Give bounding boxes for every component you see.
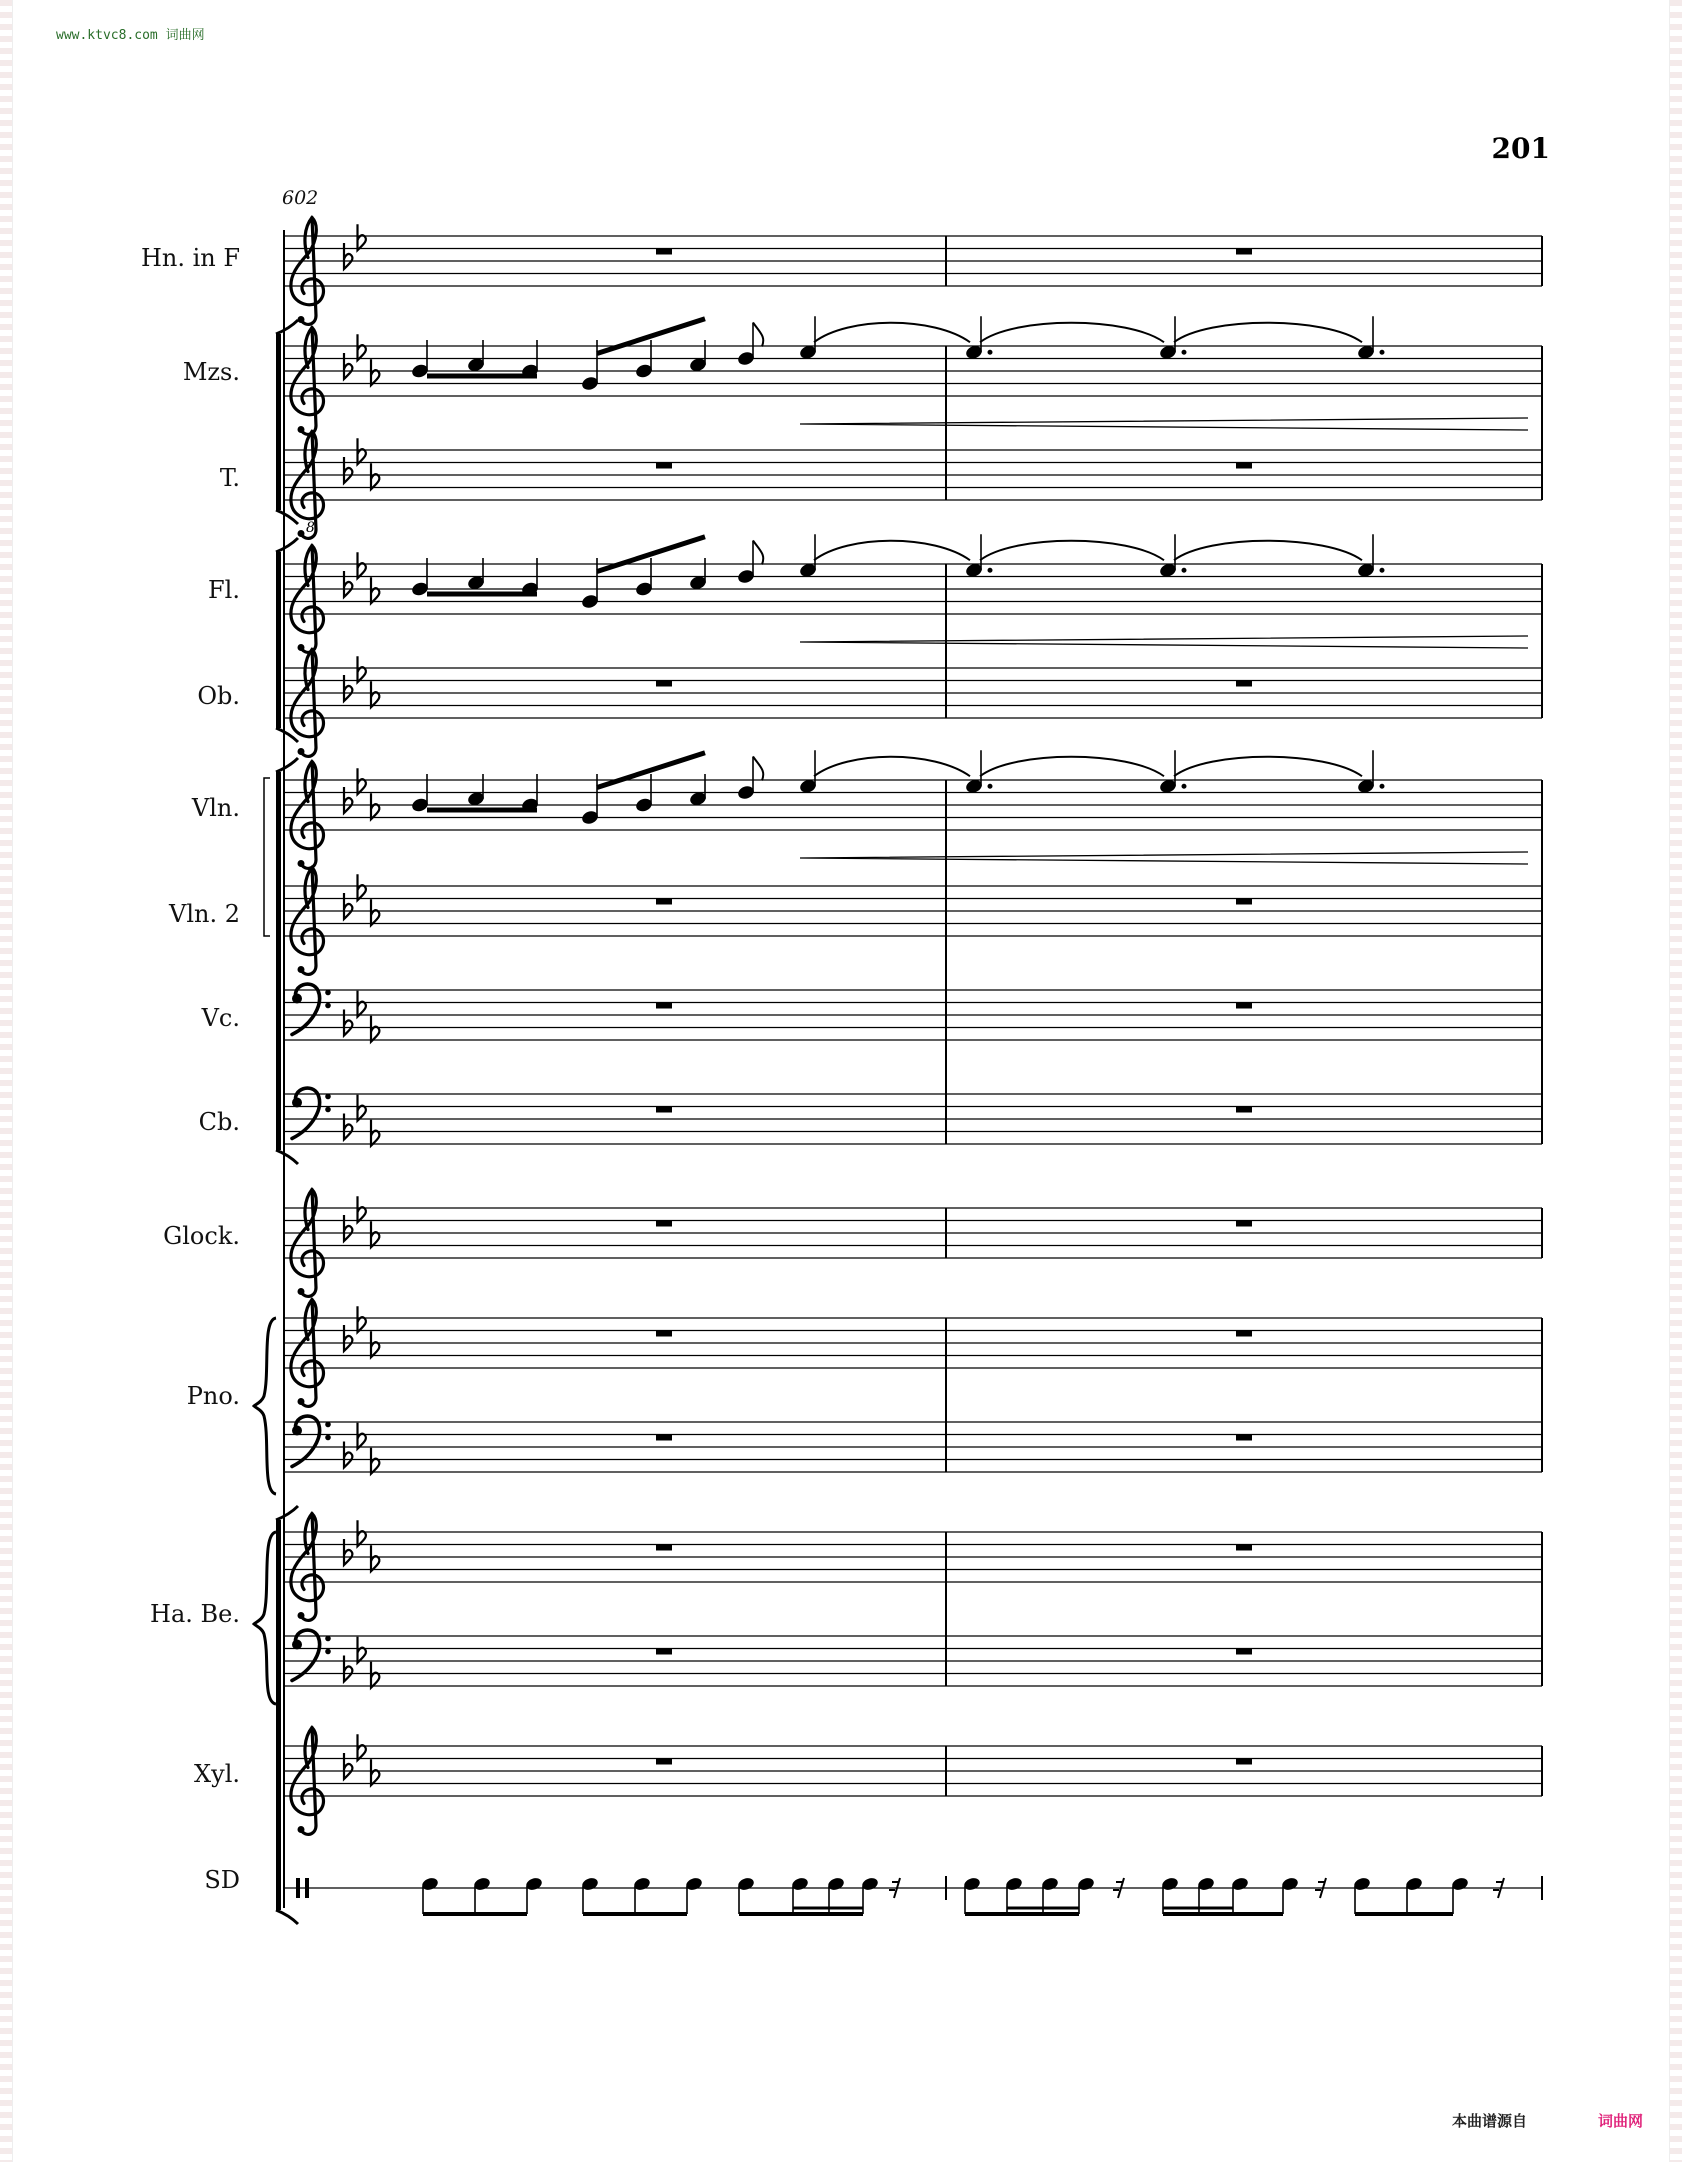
tie bbox=[1174, 541, 1362, 561]
flat-icon bbox=[358, 1734, 366, 1760]
note-dot bbox=[1380, 350, 1385, 355]
brace-harp bbox=[254, 1532, 276, 1704]
staff-horn bbox=[284, 218, 1542, 325]
whole-rest bbox=[1236, 1107, 1252, 1113]
whole-rest bbox=[1236, 463, 1252, 469]
staff-piano-bass bbox=[284, 1416, 1542, 1474]
diminuendo-hairpin bbox=[800, 418, 1528, 430]
staff-piano-treble bbox=[284, 1300, 1542, 1407]
bracket-woodwinds bbox=[276, 538, 298, 742]
flat-icon bbox=[344, 675, 352, 701]
treble-clef-icon bbox=[291, 218, 324, 325]
treble-clef-icon bbox=[291, 762, 324, 869]
flat-icon bbox=[371, 577, 379, 603]
tie bbox=[980, 323, 1164, 343]
whole-rest bbox=[1236, 1435, 1252, 1441]
flat-icon bbox=[344, 571, 352, 597]
melody-flute bbox=[410, 534, 1528, 648]
treble-clef-icon bbox=[291, 868, 324, 975]
staff-violin bbox=[284, 762, 1542, 869]
flat-icon bbox=[344, 1010, 352, 1036]
treble-clef-icon bbox=[291, 1190, 324, 1297]
flat-icon bbox=[344, 243, 352, 269]
tie bbox=[814, 323, 970, 343]
label-harp-bells: Ha. Be. bbox=[150, 1600, 240, 1628]
flat-icon bbox=[358, 991, 366, 1017]
flat-icon bbox=[344, 1442, 352, 1468]
percussion-clef-icon bbox=[305, 1878, 309, 1898]
measure-number: 602 bbox=[282, 187, 319, 209]
staff-harp-treble bbox=[284, 1514, 1542, 1621]
treble-clef-icon bbox=[291, 1728, 324, 1835]
note-dot bbox=[1380, 568, 1385, 573]
note-dot bbox=[988, 784, 993, 789]
note-flag bbox=[753, 541, 763, 565]
whole-rest bbox=[656, 1545, 672, 1551]
flat-icon bbox=[358, 656, 366, 682]
staff-cello bbox=[284, 984, 1542, 1042]
page-number: 201 bbox=[1491, 132, 1550, 165]
flat-icon bbox=[344, 1325, 352, 1351]
bracket-vocals bbox=[276, 320, 298, 524]
tie bbox=[814, 541, 970, 561]
whole-rest bbox=[1236, 1759, 1252, 1765]
note-flag bbox=[753, 757, 763, 781]
flat-icon bbox=[358, 1095, 366, 1121]
whole-rest bbox=[1236, 1545, 1252, 1551]
label-glockenspiel: Glock. bbox=[163, 1222, 240, 1250]
label-contrabass: Cb. bbox=[198, 1108, 240, 1136]
footer-source-text: 本曲谱源自 bbox=[1452, 2112, 1528, 2130]
flat-icon bbox=[358, 1196, 366, 1222]
flat-icon bbox=[371, 1016, 379, 1042]
label-horn: Hn. in F bbox=[140, 244, 240, 272]
label-mezzo: Mzs. bbox=[182, 358, 240, 386]
whole-rest bbox=[656, 1759, 672, 1765]
label-piano: Pno. bbox=[186, 1382, 240, 1410]
staff-tenor bbox=[284, 432, 1542, 539]
footer-site-name: 词曲网 bbox=[1598, 2112, 1644, 2130]
label-oboe: Ob. bbox=[197, 682, 240, 710]
note-dot bbox=[988, 350, 993, 355]
tie bbox=[980, 757, 1164, 777]
flat-icon bbox=[358, 334, 366, 360]
flat-icon bbox=[358, 224, 366, 250]
flat-icon bbox=[344, 787, 352, 813]
whole-rest bbox=[1236, 249, 1252, 255]
flat-icon bbox=[371, 1448, 379, 1474]
flat-icon bbox=[371, 1120, 379, 1146]
note-dot bbox=[1182, 568, 1187, 573]
flat-icon bbox=[371, 1759, 379, 1785]
diminuendo-hairpin bbox=[800, 852, 1528, 864]
flat-icon bbox=[344, 1539, 352, 1565]
label-cello: Vc. bbox=[201, 1004, 240, 1032]
flat-icon bbox=[344, 1656, 352, 1682]
label-xylophone: Xyl. bbox=[194, 1760, 240, 1788]
flat-icon bbox=[358, 1637, 366, 1663]
flat-icon bbox=[358, 1423, 366, 1449]
tenor-clef-octave-mark: 8 bbox=[306, 520, 315, 536]
staff-oboe bbox=[284, 650, 1542, 757]
flat-icon bbox=[371, 793, 379, 819]
whole-rest bbox=[656, 463, 672, 469]
treble-clef-icon bbox=[291, 1300, 324, 1407]
melody-violin bbox=[410, 750, 1528, 864]
whole-rest bbox=[656, 1649, 672, 1655]
brace-piano bbox=[254, 1318, 276, 1494]
treble-clef-icon bbox=[291, 1514, 324, 1621]
treble-clef-icon bbox=[291, 328, 324, 435]
staff-mezzo bbox=[284, 328, 1542, 435]
flat-icon bbox=[358, 438, 366, 464]
flat-icon bbox=[371, 1662, 379, 1688]
whole-rest bbox=[656, 1331, 672, 1337]
whole-rest bbox=[656, 1003, 672, 1009]
flat-icon bbox=[358, 874, 366, 900]
whole-rest bbox=[1236, 1649, 1252, 1655]
note-dot bbox=[988, 568, 993, 573]
flat-icon bbox=[344, 353, 352, 379]
label-tenor: T. bbox=[219, 464, 240, 492]
flat-icon bbox=[371, 1221, 379, 1247]
whole-rest bbox=[1236, 1003, 1252, 1009]
tie bbox=[980, 541, 1164, 561]
whole-rest bbox=[1236, 1221, 1252, 1227]
percussion-clef-icon bbox=[296, 1878, 300, 1898]
flat-icon bbox=[344, 457, 352, 483]
flat-icon bbox=[371, 463, 379, 489]
staff-xylophone bbox=[284, 1728, 1542, 1835]
flat-icon bbox=[371, 359, 379, 385]
label-violin: Vln. bbox=[191, 794, 240, 822]
staff-harp-bass bbox=[284, 1630, 1542, 1688]
staff-violin-2 bbox=[284, 868, 1542, 975]
label-snare-drum: SD bbox=[204, 1866, 240, 1894]
flat-icon bbox=[371, 1545, 379, 1571]
site-watermark-text: www.ktvc8.com 词曲网 bbox=[56, 28, 205, 43]
flat-icon bbox=[371, 899, 379, 925]
whole-rest bbox=[1236, 1331, 1252, 1337]
whole-rest bbox=[656, 681, 672, 687]
staff-glockenspiel bbox=[284, 1190, 1542, 1297]
subbracket-violins bbox=[264, 778, 270, 936]
whole-rest bbox=[656, 1107, 672, 1113]
flat-icon bbox=[344, 1753, 352, 1779]
staff-flute bbox=[284, 546, 1542, 653]
note-dot bbox=[1380, 784, 1385, 789]
whole-rest bbox=[656, 1435, 672, 1441]
flat-icon bbox=[344, 893, 352, 919]
snare-drum-staff bbox=[284, 1876, 1542, 1914]
staves bbox=[284, 218, 1542, 1901]
label-violin-2: Vln. 2 bbox=[169, 900, 240, 928]
note-dot bbox=[1182, 784, 1187, 789]
treble-clef-icon bbox=[291, 546, 324, 653]
whole-rest bbox=[1236, 899, 1252, 905]
flat-icon bbox=[358, 1520, 366, 1546]
staff-contrabass bbox=[284, 1088, 1542, 1146]
flat-icon bbox=[371, 681, 379, 707]
label-flute: Fl. bbox=[208, 576, 240, 604]
tie bbox=[1174, 323, 1362, 343]
whole-rest bbox=[656, 899, 672, 905]
flat-icon bbox=[344, 1215, 352, 1241]
whole-rest bbox=[656, 1221, 672, 1227]
flat-icon bbox=[358, 1306, 366, 1332]
note-dot bbox=[1182, 350, 1187, 355]
tie bbox=[814, 757, 970, 777]
tie bbox=[1174, 757, 1362, 777]
whole-rest bbox=[1236, 681, 1252, 687]
whole-rest bbox=[656, 249, 672, 255]
melody-mezzo bbox=[410, 316, 1528, 430]
flat-icon bbox=[344, 1114, 352, 1140]
notes-layer bbox=[284, 316, 1542, 1914]
flat-icon bbox=[371, 1331, 379, 1357]
flat-icon bbox=[358, 552, 366, 578]
flat-icon bbox=[358, 768, 366, 794]
diminuendo-hairpin bbox=[800, 636, 1528, 648]
note-flag bbox=[753, 323, 763, 347]
